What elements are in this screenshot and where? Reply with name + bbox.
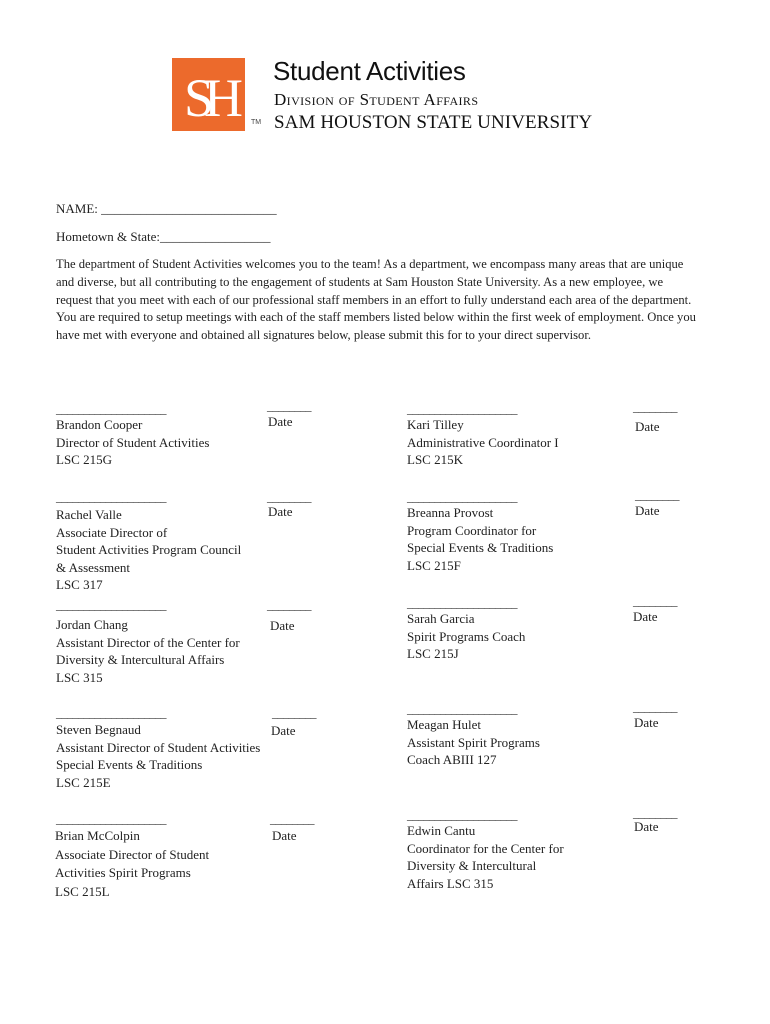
staff-entry [56,721,260,791]
name-field[interactable]: NAME: ___________________________ [56,201,277,216]
staff-office: Coach ABIII 127 [407,752,497,768]
staff-entry [407,416,559,469]
date-line[interactable]: ________ [635,488,679,502]
signature-line[interactable]: ____________________ [407,596,517,610]
date-label: Date [271,723,296,738]
signature-line[interactable]: ____________________ [56,598,166,612]
date-line[interactable]: ________ [272,706,316,720]
staff-title: Coordinator for the Center for [407,840,564,856]
staff-office: LSC 317 [56,577,103,593]
staff-name: Steven Begnaud [56,722,141,737]
date-label: Date [633,609,658,624]
date-line[interactable]: ________ [633,400,677,414]
staff-title: Spirit Programs Coach [407,628,526,644]
staff-name: Kari Tilley [407,417,464,432]
staff-title: Assistant Spirit Programs [407,734,540,750]
staff-title: Assistant Director of Student Activities [56,739,261,755]
staff-title: Student Activities Program Council [56,542,242,558]
signature-line[interactable]: ____________________ [56,490,166,504]
department-title: Student Activities [273,56,466,86]
shsu-logo [172,58,245,131]
staff-name: Brandon Cooper [56,417,143,432]
staff-office: LSC 215L [55,883,110,899]
division-name: Division of Student Affairs [274,90,479,109]
date-label: Date [635,419,660,434]
staff-title: Administrative Coordinator I [407,434,559,450]
staff-title: Associate Director of [56,524,168,540]
staff-title: Program Coordinator for [407,522,537,538]
signature-line[interactable]: ____________________ [407,702,517,716]
logo-letters: SH [183,68,234,128]
staff-name: Brian McColpin [55,828,140,843]
staff-entry [407,610,525,663]
date-line[interactable]: ________ [267,399,311,413]
date-label: Date [635,503,660,518]
staff-title: Assistant Director of the Center for [56,634,240,650]
staff-title: Special Events & Traditions [56,757,203,773]
staff-name: Sarah Garcia [407,611,475,626]
staff-entry [407,716,540,769]
staff-title: Special Events & Traditions [407,540,554,556]
staff-entry [407,822,564,892]
staff-office: Affairs LSC 315 [407,875,494,891]
staff-name: Rachel Valle [56,507,122,522]
signature-line[interactable]: ____________________ [407,402,517,416]
date-label: Date [634,819,659,834]
staff-office: LSC 215E [56,774,111,790]
staff-title: Diversity & Intercultural Affairs [56,652,225,668]
date-line[interactable]: ________ [267,598,311,612]
date-line[interactable]: ________ [267,490,311,504]
staff-title: & Assessment [56,559,131,575]
staff-entry [56,616,240,686]
trademark-mark: TM [251,119,262,126]
staff-office: LSC 315 [56,669,103,685]
date-line[interactable]: ________ [633,806,677,820]
staff-title: Director of Student Activities [56,434,210,450]
signature-line[interactable]: ____________________ [56,812,166,826]
date-label: Date [268,414,293,429]
staff-title: Associate Director of Student [55,846,210,862]
staff-office: LSC 215G [56,452,112,468]
date-line[interactable]: ________ [633,700,677,714]
staff-office: LSC 215J [407,646,459,662]
signature-line[interactable]: ____________________ [56,706,166,720]
hometown-field[interactable]: Hometown & State:_________________ [56,229,271,244]
staff-entry [56,416,209,469]
date-label: Date [272,828,297,843]
date-line[interactable]: ________ [270,812,314,826]
staff-name: Meagan Hulet [407,717,482,732]
staff-title: Activities Spirit Programs [55,865,191,880]
signature-line[interactable]: ____________________ [407,490,517,504]
staff-name: Breanna Provost [407,505,494,520]
staff-name: Jordan Chang [56,617,128,632]
date-label: Date [270,618,295,633]
staff-office: LSC 215K [407,452,463,468]
sh-monogram-icon [172,58,245,131]
staff-entry [55,827,209,901]
staff-title: Diversity & Intercultural [407,858,537,874]
staff-entry [407,504,553,574]
staff-name: Edwin Cantu [407,823,476,838]
date-label: Date [268,504,293,519]
university-name: SAM HOUSTON STATE UNIVERSITY [274,112,593,133]
intro-paragraph: The department of Student Activities welcomes you to the team! As a department, we encompass many areas that are unique and diverse, but all contributing to the engagement of students at Sam Houston State University. As a new employee, we request that you meet with each of our professional staff members in an effort to fully understand each area of the department. You are required to setup meetings with each of the staff members listed below within the first week of employment. Once you have met with everyone and obtained all signatures below, please submit this for to your direct supervisor. [56,257,696,343]
staff-office: LSC 215F [407,557,461,573]
date-line[interactable]: ________ [633,594,677,608]
date-label: Date [634,715,659,730]
signature-line[interactable]: ____________________ [407,808,517,822]
staff-entry [56,506,241,594]
signature-line[interactable]: ____________________ [56,402,166,416]
